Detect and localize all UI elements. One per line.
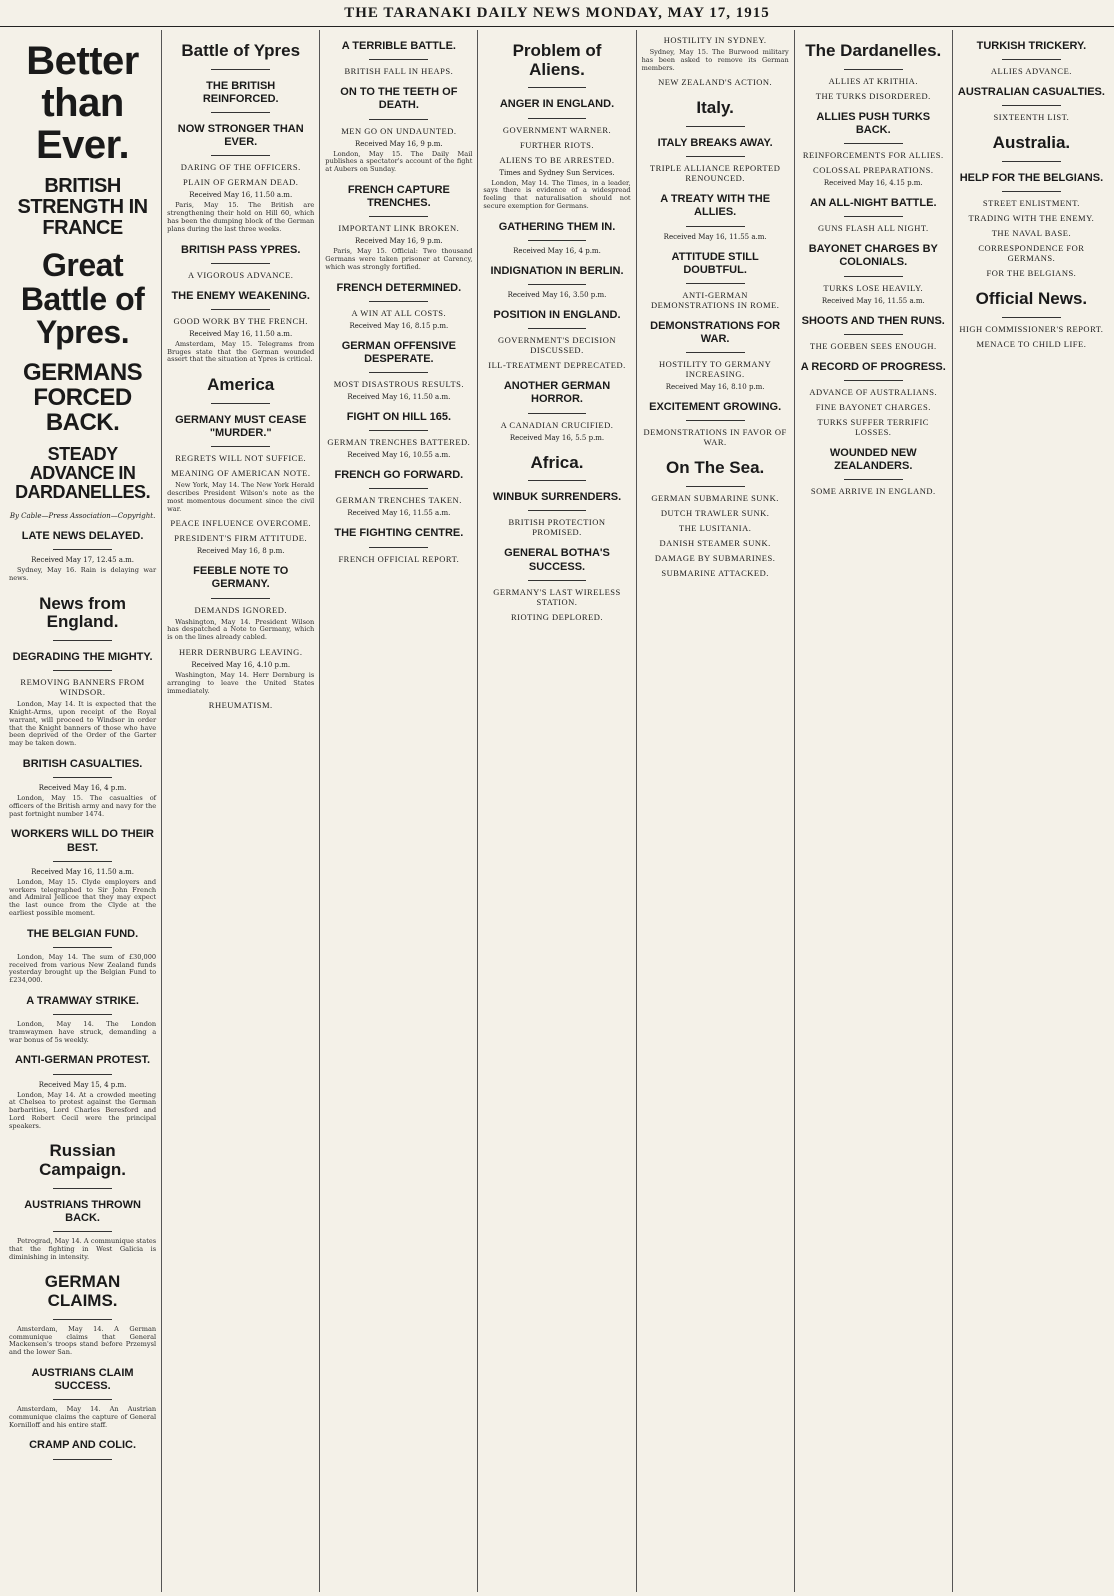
divider [53, 1074, 112, 1075]
subheading: BRITISH FALL IN HEAPS. [344, 66, 454, 77]
divider [686, 420, 745, 421]
divider [211, 598, 270, 599]
divider [844, 143, 903, 144]
article-heading: BRITISH CASUALTIES. [22, 757, 143, 770]
article-text: Paris, May 15. Official: Two thousand Germans were taken prisoner at Carency, which was strongly fortified. [325, 247, 473, 271]
divider [53, 861, 112, 862]
subheading: THE NAVAL BASE. [991, 228, 1072, 239]
article-text: London, May 14. The sum of £30,000 received from various New Zealand funds yesterday brought up the Belgian Fund to £234,000. [9, 952, 157, 985]
dateline: Received May 16, 4 p.m. [38, 784, 127, 793]
subheading: TURKS LOSE HEAVILY. [823, 282, 924, 293]
dateline: Received May 16, 4 p.m. [513, 246, 601, 255]
article-heading: ON TO THE TEETH OF DEATH. [340, 86, 458, 112]
subheading: HIGH COMMISSIONER'S REPORT. [959, 323, 1104, 334]
divider [1002, 161, 1061, 162]
article-text: Paris, May 15. The British are strengthening their hold on Hill 60, which has been the dumping block of the German plans during the last three weeks. [167, 201, 315, 233]
divider [686, 352, 745, 353]
divider [211, 446, 270, 447]
article-heading: GERMAN OFFENSIVE DESPERATE. [341, 339, 456, 365]
divider [211, 263, 270, 264]
headline: Better than Ever. [26, 39, 139, 167]
article-heading: GATHERING THEM IN. [498, 220, 616, 233]
subheading: THE TURKS DISORDERED. [815, 90, 931, 101]
subheading: MEN GO ON UNDAUNTED. [341, 125, 457, 136]
article-text: Sydney, May 16. Rain is delaying war news. [9, 566, 157, 582]
newspaper-columns [4, 30, 1110, 1592]
dateline: Received May 16, 5.5 p.m. [509, 433, 605, 442]
divider [1002, 191, 1061, 192]
article-heading: A TERRIBLE BATTLE. [341, 40, 456, 52]
article-text: London, May 14. It is expected that the Knight-Arms, upon receipt of the Royal warrant, will proceed to Windsor in order that the Knight banners of those who have been deprived of the Order of the Garter may be taken down. [9, 700, 157, 748]
divider [53, 1459, 112, 1460]
subheading: BRITISH PROTECTION PROMISED. [508, 517, 606, 538]
dateline: Received May 16, 11.55 a.m. [663, 232, 767, 241]
divider [369, 119, 428, 120]
subheading: NEW ZEALAND'S ACTION. [658, 77, 773, 88]
article-heading: EXCITEMENT GROWING. [649, 401, 782, 414]
divider [528, 284, 587, 285]
section-heading: Australia. [992, 133, 1071, 153]
subheading: GOVERNMENT'S DECISION DISCUSSED. [497, 335, 617, 356]
dateline: Received May 16, 11.50 a.m. [31, 867, 135, 876]
article-text: Washington, May 14. Herr Dernburg is arranging to leave the United States immediately. [167, 670, 315, 695]
masthead-title: THE TARANAKI DAILY NEWS MONDAY, MAY 17, 1915 [344, 5, 770, 21]
divider [528, 328, 587, 329]
article-heading: THE BELGIAN FUND. [26, 927, 139, 940]
divider [844, 334, 903, 335]
subheading: TRIPLE ALLIANCE REPORTED RENOUNCED. [649, 163, 781, 184]
article-heading: A TRAMWAY STRIKE. [26, 994, 139, 1007]
article-heading: WOUNDED NEW ZEALANDERS. [829, 447, 917, 473]
headline: GERMANS FORCED BACK. [22, 358, 143, 437]
article-heading: HELP FOR THE BELGIANS. [959, 172, 1104, 185]
subheading: DANISH STEAMER SUNK. [659, 538, 771, 549]
divider [686, 156, 745, 157]
divider [844, 276, 903, 277]
article-text: Amsterdam, May 15. Telegrams from Bruges state that the German wounded assert that the situation at Ypres is critical. [167, 339, 315, 364]
divider [53, 1188, 112, 1189]
divider [686, 226, 745, 227]
subheading: FURTHER RIOTS. [519, 139, 594, 150]
article-heading: FRENCH GO FORWARD. [334, 469, 464, 482]
section-heading: News from England. [39, 593, 127, 632]
headline: STEADY ADVANCE IN DARDANELLES. [15, 444, 151, 503]
column-6 [795, 30, 953, 1592]
article-text: Amsterdam, May 14. An Austrian communique claims the capture of General Kornilloff and his entire staff. [9, 1405, 157, 1429]
article-heading: A RECORD OF PROGRESS. [800, 360, 946, 373]
dateline: Received May 16, 11.50 a.m. [347, 393, 451, 402]
divider [211, 309, 270, 310]
article-heading: INDIGNATION IN BERLIN. [490, 264, 624, 277]
divider [211, 112, 270, 113]
divider [53, 640, 112, 641]
article-text: London, May 15. The Daily Mail publishes a spectator's account of the fight at Aubers on Sunday. [325, 149, 473, 174]
divider [369, 430, 428, 431]
subheading: PEACE INFLUENCE OVERCOME. [170, 518, 312, 529]
dateline: Times and Sydney Sun Services. [499, 168, 615, 177]
subheading: HOSTILITY TO GERMANY INCREASING. [658, 359, 772, 380]
subheading: MENACE TO CHILD LIFE. [976, 338, 1087, 349]
article-text: London, May 14. At a crowded meeting at Chelsea to protest against the German barbarities, Lord Charles Beresford and Lord Robert Cecil were the principal speakers. [9, 1090, 157, 1130]
dateline: Received May 16, 4.10 p.m. [191, 660, 291, 669]
subheading: IMPORTANT LINK BROKEN. [338, 223, 460, 234]
article-heading: AN ALL-NIGHT BATTLE. [810, 197, 937, 210]
divider [53, 947, 112, 948]
article-text: Amsterdam, May 14. A German communique claims that General Mackensen's troops stand before Przemysl and the lower San. [9, 1324, 157, 1357]
article-heading: WINBUK SURRENDERS. [492, 491, 622, 504]
divider [528, 240, 587, 241]
article-heading: FRENCH DETERMINED. [336, 281, 462, 294]
headline: Great Battle of Ypres. [20, 247, 145, 351]
article-text: Petrograd, May 14. A communique states that the fighting in West Galicia is diminishing in intensity. [9, 1237, 157, 1261]
subheading: DAMAGE BY SUBMARINES. [654, 553, 776, 564]
column-7 [953, 30, 1110, 1592]
subheading: PLAIN OF GERMAN DEAD. [183, 177, 299, 188]
divider [211, 155, 270, 156]
divider [53, 1014, 112, 1015]
article-heading: LATE NEWS DELAYED. [21, 530, 144, 543]
article-heading: AUSTRALIAN CASUALTIES. [957, 86, 1105, 99]
headline: BRITISH STRENGTH IN FRANCE [17, 175, 148, 239]
divider [53, 549, 112, 550]
subheading: ANTI-GERMAN DEMONSTRATIONS IN ROME. [650, 289, 780, 310]
column-2 [162, 30, 320, 1592]
section-heading: Russian Campaign. [39, 1141, 127, 1180]
article-heading: A TREATY WITH THE ALLIES. [660, 193, 771, 219]
article-text: London, May 14. The London tramwaymen have struck, demanding a war bonus of 5s weekly. [9, 1020, 157, 1044]
subheading: ALLIES AT KRITHIA. [828, 75, 918, 86]
article-heading: ANOTHER GERMAN HORROR. [503, 380, 611, 406]
divider [528, 510, 587, 511]
divider [1002, 105, 1061, 106]
dateline: Received May 16, 11.55 a.m. [347, 509, 451, 518]
subheading: STREET ENLISTMENT. [982, 198, 1080, 209]
subheading: THE GOEBEN SEES ENOUGH. [809, 340, 937, 351]
subheading: FINE BAYONET CHARGES. [815, 402, 931, 412]
article-heading: DEGRADING THE MIGHTY. [12, 651, 153, 664]
subheading: MEANING OF AMERICAN NOTE. [170, 468, 311, 479]
divider [844, 69, 903, 70]
divider [844, 216, 903, 217]
divider [369, 547, 428, 548]
divider [369, 59, 428, 60]
subheading: REMOVING BANNERS FROM WINDSOR. [20, 677, 145, 698]
section-heading: The Dardanelles. [805, 41, 942, 60]
subheading: GOOD WORK BY THE FRENCH. [173, 315, 308, 326]
article-heading: GERMANY MUST CEASE "MURDER." [175, 413, 307, 440]
divider [1002, 59, 1061, 60]
subheading: TRADING WITH THE ENEMY. [968, 213, 1095, 224]
subheading: DEMONSTRATIONS IN FAVOR OF WAR. [643, 427, 787, 448]
article-heading: FEEBLE NOTE TO GERMANY. [193, 565, 289, 591]
article-heading: THE BRITISH REINFORCED. [202, 79, 279, 105]
subheading: FRENCH OFFICIAL REPORT. [338, 553, 460, 564]
subheading: A VIGOROUS ADVANCE. [188, 269, 294, 280]
article-heading: BAYONET CHARGES BY COLONIALS. [808, 243, 938, 269]
divider [53, 1319, 112, 1320]
dateline: Received May 17, 12.45 a.m. [31, 556, 135, 565]
subheading: MOST DISASTROUS RESULTS. [333, 379, 465, 390]
subheading: THE LUSITANIA. [678, 523, 752, 534]
subheading: COLOSSAL PREPARATIONS. [813, 165, 934, 176]
section-heading: America [207, 375, 275, 395]
dateline: Received May 16, 3.50 p.m. [507, 291, 607, 299]
section-heading: Italy. [696, 98, 734, 118]
divider [686, 283, 745, 284]
subheading: GOVERNMENT WARNER. [502, 124, 612, 135]
subheading: HERR DERNBURG LEAVING. [178, 646, 303, 657]
column-5 [637, 30, 795, 1592]
subheading: REINFORCEMENTS FOR ALLIES. [802, 150, 944, 161]
article-heading: FRENCH CAPTURE TRENCHES. [347, 183, 450, 210]
column-1 [4, 30, 162, 1592]
divider [369, 216, 428, 217]
subheading: A CANADIAN CRUCIFIED. [500, 419, 614, 430]
article-heading: ALLIES PUSH TURKS BACK. [816, 110, 931, 136]
section-heading: Battle of Ypres [181, 41, 301, 60]
subheading: SUBMARINE ATTACKED. [661, 568, 769, 579]
article-heading: CRAMP AND COLIC. [29, 1439, 137, 1452]
divider [686, 126, 745, 127]
subheading: PRESIDENT'S FIRM ATTITUDE. [174, 533, 308, 544]
subheading: SIXTEENTH LIST. [993, 112, 1070, 123]
subheading: ALIENS TO BE ARRESTED. [499, 154, 615, 165]
column-3 [320, 30, 478, 1592]
article-heading: DEMONSTRATIONS FOR WAR. [650, 319, 781, 346]
divider [53, 1399, 112, 1400]
column-4 [478, 30, 636, 1592]
subheading: TURKS SUFFER TERRIFIC LOSSES. [817, 417, 929, 437]
section-heading: Official News. [975, 289, 1088, 309]
article-heading: TURKISH TRICKERY. [976, 40, 1087, 52]
article-heading: ANGER IN ENGLAND. [499, 98, 615, 111]
article-heading: GENERAL BOTHA'S SUCCESS. [504, 547, 610, 573]
subheading: RHEUMATISM. [208, 700, 273, 711]
subheading: GERMANY'S LAST WIRELESS STATION. [493, 586, 621, 607]
article-heading: ITALY BREAKS AWAY. [657, 136, 773, 149]
dateline: Received May 16, 8 p.m. [196, 547, 285, 556]
divider [528, 580, 587, 581]
subheading: DARING OF THE OFFICERS. [180, 162, 301, 173]
article-heading: THE FIGHTING CENTRE. [334, 527, 464, 540]
section-heading: GERMAN CLAIMS. [44, 1272, 121, 1311]
subheading: A WIN AT ALL COSTS. [351, 307, 447, 318]
article-heading: WORKERS WILL DO THEIR BEST. [11, 828, 154, 854]
subheading: FOR THE BELGIANS. [986, 268, 1077, 279]
subheading: GERMAN TRENCHES BATTERED. [327, 437, 471, 448]
subheading: DUTCH TRAWLER SUNK. [660, 508, 770, 519]
divider [53, 1231, 112, 1232]
divider [211, 403, 270, 404]
dateline: Received May 16, 11.50 a.m. [189, 191, 293, 200]
dateline: Received May 16, 9 p.m. [355, 237, 443, 246]
divider [369, 372, 428, 373]
article-heading: BRITISH PASS YPRES. [181, 243, 301, 256]
article-heading: THE ENEMY WEAKENING. [171, 289, 310, 302]
article-heading: ATTITUDE STILL DOUBTFUL. [671, 250, 759, 276]
dateline: Received May 16, 9 p.m. [355, 139, 443, 148]
article-text: London, May 15. Clyde employers and workers telegraphed to Sir John French and Admiral Jellicoe that they may expect the last ounce from the Clyde at the earliest possible moment. [9, 877, 157, 917]
subheading: RIOTING DEPLORED. [510, 611, 604, 622]
dateline: Received May 16, 10.55 a.m. [347, 451, 451, 460]
article-text: Sydney, May 15. The Burwood military has been asked to remove its German members. [641, 48, 789, 72]
article-heading: NOW STRONGER THAN EVER. [177, 123, 304, 149]
article-text: Washington, May 14. President Wilson has despatched a Note to Germany, which is on the lines already cabled. [167, 617, 315, 642]
divider [844, 380, 903, 381]
dateline: Received May 16, 11.50 a.m. [189, 329, 293, 338]
article-heading: POSITION IN ENGLAND. [493, 309, 621, 321]
subheading: SOME ARRIVE IN ENGLAND. [810, 486, 936, 497]
subheading: ADVANCE OF AUSTRALIANS. [809, 387, 938, 397]
dateline: Received May 15, 4 p.m. [38, 1080, 127, 1089]
dateline: Received May 16, 11.55 a.m. [821, 296, 925, 305]
section-heading: On The Sea. [666, 458, 765, 478]
divider [369, 301, 428, 302]
article-heading: AUSTRIANS THROWN BACK. [24, 1198, 141, 1224]
subheading: ILL-TREATMENT DEPRECATED. [488, 360, 626, 371]
subheading: GUNS FLASH ALL NIGHT. [817, 223, 929, 234]
article-text: London, May 14. The Times, in a leader, says there is evidence of a widespread feeling that naturalisation should not secure exemption for Germans. [483, 178, 631, 210]
article-heading: FIGHT ON HILL 165. [346, 411, 451, 424]
subheading: DEMANDS IGNORED. [194, 604, 287, 615]
divider [53, 670, 112, 671]
dateline: Received May 16, 8.15 p.m. [349, 321, 449, 330]
divider [528, 413, 587, 414]
dateline: Received May 16, 4.15 p.m. [823, 179, 923, 188]
divider [211, 69, 270, 70]
subheading: GERMAN SUBMARINE SUNK. [651, 493, 779, 504]
section-heading: Problem of Aliens. [512, 41, 602, 79]
divider [1002, 317, 1061, 318]
divider [844, 479, 903, 480]
subheading: GERMAN TRENCHES TAKEN. [335, 495, 462, 506]
subheading: HOSTILITY IN SYDNEY. [663, 35, 767, 45]
divider [528, 480, 587, 481]
section-heading: Africa. [530, 452, 584, 472]
divider [369, 488, 428, 489]
dateline: Received May 16, 8.10 p.m. [665, 383, 765, 392]
divider [528, 118, 587, 119]
subheading: REGRETS WILL NOT SUFFICE. [175, 453, 307, 464]
divider [686, 486, 745, 487]
divider [53, 777, 112, 778]
subheading: CORRESPONDENCE FOR GERMANS. [978, 243, 1085, 264]
subheading: ALLIES ADVANCE. [990, 66, 1072, 77]
credit-line: By Cable—Press Association—Copyright. [9, 512, 156, 521]
article-heading: SHOOTS AND THEN RUNS. [801, 314, 945, 327]
article-heading: AUSTRIANS CLAIM SUCCESS. [31, 1366, 134, 1392]
article-text: London, May 15. The casualties of officers of the British army and navy for the past fortnight number 1474. [9, 794, 157, 818]
divider [528, 87, 587, 88]
masthead [0, 0, 1114, 27]
article-text: New York, May 14. The New York Herald describes President Wilson's note as the most momentous document since the civil war. [167, 481, 315, 513]
article-heading: ANTI-GERMAN PROTEST. [15, 1054, 151, 1067]
